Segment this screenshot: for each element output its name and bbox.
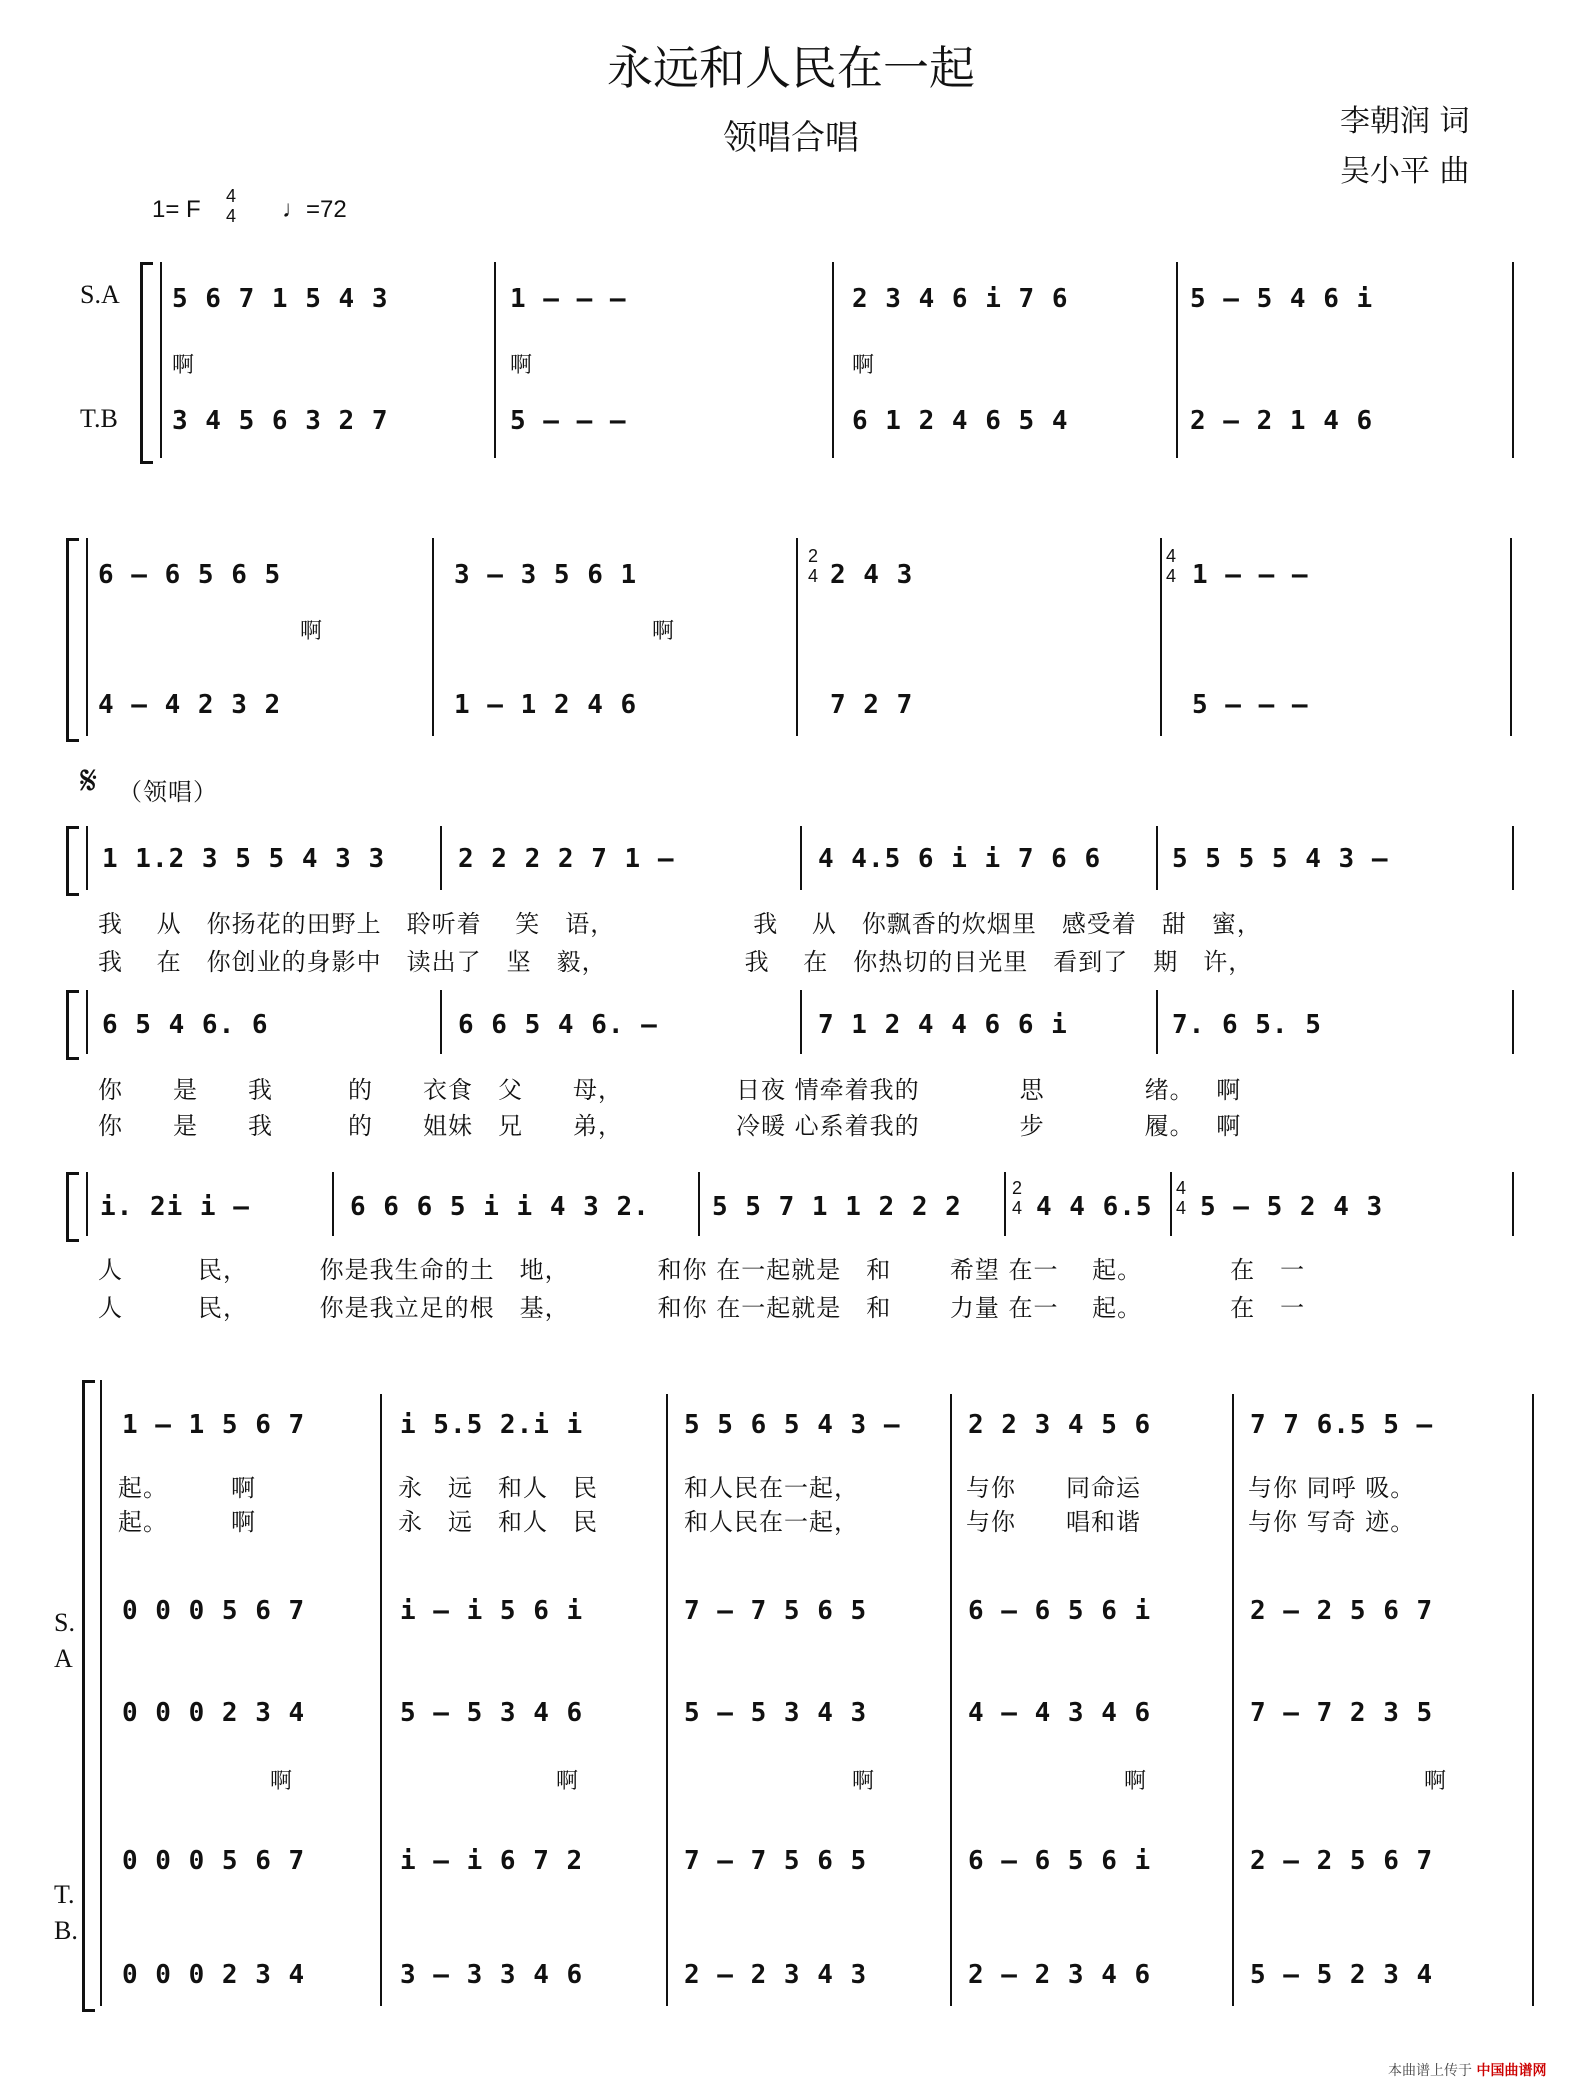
time-signature: 4 4 [1176,1178,1187,1218]
solo-lyric-2: 起。 啊 [118,1508,256,1536]
barline [1156,826,1158,890]
solo-lyric-2: 与你 写奇 迹。 [1248,1508,1416,1536]
solo-notes-m16: 5 5 6 5 4 3 – [684,1410,901,1440]
voice-label-sa: S.A [80,280,120,309]
notes-m6: 6 6 5 4 6. – [458,1010,658,1040]
soprano-notes-m17: 6 – 6 5 6 i [968,1596,1152,1626]
voice-label-b: B. [54,1916,78,1945]
bass-notes-m15: 3 – 3 3 4 6 [400,1960,584,1990]
barline [100,1380,102,2006]
notes-m7: 7 1 2 4 4 6 6 i [818,1010,1068,1040]
soprano-notes-m16: 7 – 7 5 6 5 [684,1596,868,1626]
notes-m10: 6 6 6 5 i i 4 3 2. [350,1192,650,1222]
solo-lyric-2: 永 远 和人 民 [398,1508,598,1536]
lyric-ah: 啊 [852,353,875,378]
notes-sa-m4: 5 – 5 4 6 i [1190,284,1374,314]
notes-m2: 2 2 2 2 7 1 – [458,844,675,874]
solo-lyric-1: 与你 同命运 [966,1474,1141,1502]
lyric-ah: 啊 [172,353,195,378]
solo-marking: （领唱） [118,778,218,806]
voice-label-tb: T.B [80,404,118,433]
soprano-notes-m18: 2 – 2 5 6 7 [1250,1596,1434,1626]
alto-notes-m14: 0 0 0 2 3 4 [122,1698,306,1728]
solo-notes-m15: i 5.5 2.i i [400,1410,584,1440]
barline [1512,262,1514,458]
barline [332,1172,334,1236]
tempo-marking: ♩=72 [282,196,347,223]
soprano-notes-m14: 0 0 0 5 6 7 [122,1596,306,1626]
time-signature: 2 4 [808,546,819,586]
lyric-ah: 啊 [510,353,533,378]
barline [86,826,88,890]
notes-tb-m4: 2 – 2 1 4 6 [1190,406,1374,436]
notes-tb-m6: 1 – 1 2 4 6 [454,690,638,720]
notes-tb-m5: 4 – 4 2 3 2 [98,690,282,720]
voice-label-a: A [54,1644,73,1673]
barline [1532,1394,1534,2006]
lyric-ah: 啊 [852,1769,875,1794]
lyrics-verse-2: 我 在 你创业的身影中 读出了 坚 毅， 我 在 你热切的目光里 看到了 期 许， [98,948,1254,976]
notes-m9: i. 2i i – [100,1192,250,1222]
barline [800,826,802,890]
barline [1512,1172,1514,1236]
barline [380,1394,382,2006]
barline [1176,262,1178,458]
notes-tb-m3: 6 1 2 4 6 5 4 [852,406,1069,436]
system-bracket [66,538,79,742]
lyrics-verse-1: 我 从 你扬花的田野上 聆听着 笑 语， 我 从 你飘香的炊烟里 感受着 甜 蜜， [98,910,1262,938]
notes-sa-m1: 5 6 7 1 5 4 3 [172,284,389,314]
lyric-ah: 啊 [270,1769,293,1794]
barline [432,538,434,736]
alto-notes-m18: 7 – 7 2 3 5 [1250,1698,1434,1728]
barline [86,1172,88,1236]
lyrics-verse-1: 你 是 我 的 衣食 父 母， 日夜 情牵着我的 思 绪。 啊 [98,1076,1242,1104]
solo-notes-m17: 2 2 3 4 5 6 [968,1410,1152,1440]
voice-label-s: S. [54,1608,75,1637]
bass-notes-m16: 2 – 2 3 4 3 [684,1960,868,1990]
page-title: 永远和人民在一起 [607,41,975,95]
solo-lyric-2: 与你 唱和谐 [966,1508,1141,1536]
notes-sa-m5: 6 – 6 5 6 5 [98,560,282,590]
solo-lyric-1: 和人民在一起， [684,1474,859,1502]
lyric-ah: 啊 [652,619,675,644]
notes-tb-m2: 5 – – – [510,406,627,436]
time-signature: 2 4 [1012,1178,1023,1218]
voice-label-t: T. [54,1880,75,1909]
notes-sa-m6: 3 – 3 5 6 1 [454,560,638,590]
tenor-notes-m17: 6 – 6 5 6 i [968,1846,1152,1876]
bass-notes-m14: 0 0 0 2 3 4 [122,1960,306,1990]
barline [1004,1172,1006,1236]
tenor-notes-m14: 0 0 0 5 6 7 [122,1846,306,1876]
notes-m12: 4 4 6.5 [1036,1192,1153,1222]
solo-lyric-2: 和人民在一起， [684,1508,859,1536]
tenor-notes-m16: 7 – 7 5 6 5 [684,1846,868,1876]
lyric-ah: 啊 [300,619,323,644]
barline [950,1394,952,2006]
barline [1232,1394,1234,2006]
barline [1512,990,1514,1054]
site-logo: 中国曲谱网 [1476,2063,1547,2079]
alto-notes-m16: 5 – 5 3 4 3 [684,1698,868,1728]
solo-lyric-1: 永 远 和人 民 [398,1474,598,1502]
notes-tb-m7: 7 2 7 [830,690,914,720]
barline [86,990,88,1054]
footer-watermark: 本曲谱上传于 中国曲谱网 [1388,2063,1547,2079]
barline [494,262,496,458]
system-bracket [66,990,79,1060]
solo-notes-m18: 7 7 6.5 5 – [1250,1410,1434,1440]
alto-notes-m17: 4 – 4 3 4 6 [968,1698,1152,1728]
notes-m4: 5 5 5 5 4 3 – [1172,844,1389,874]
barline [1160,538,1162,736]
barline [160,262,162,458]
barline [440,826,442,890]
system-bracket [66,826,79,896]
barline [440,990,442,1054]
composer-credit: 吴小平 曲 [1340,154,1470,189]
notes-tb-m1: 3 4 5 6 3 2 7 [172,406,389,436]
bass-notes-m17: 2 – 2 3 4 6 [968,1960,1152,1990]
segno-icon: 𝄋 [80,758,98,804]
lyric-ah: 啊 [1124,1769,1147,1794]
barline [800,990,802,1054]
time-signature: 4 4 [1166,546,1177,586]
time-signature: 4 4 [226,186,237,226]
notes-m8: 7. 6 5. 5 [1172,1010,1322,1040]
barline [796,538,798,736]
notes-m1: 1 1.2 3 5 5 4 3 3 [102,844,386,874]
quarter-note-icon: ♩ [282,196,306,223]
notes-sa-m2: 1 – – – [510,284,627,314]
notes-tb-m8: 5 – – – [1192,690,1309,720]
notes-m11: 5 5 7 1 1 2 2 2 [712,1192,962,1222]
page-subtitle: 领唱合唱 [723,118,859,158]
lyric-ah: 啊 [556,1769,579,1794]
barline [666,1394,668,2006]
solo-lyric-1: 起。 啊 [118,1474,256,1502]
notes-m3: 4 4.5 6 i i 7 6 6 [818,844,1102,874]
bass-notes-m18: 5 – 5 2 3 4 [1250,1960,1434,1990]
notes-m13: 5 – 5 2 4 3 [1200,1192,1384,1222]
lyrics-verse-2: 人 民， 你是我立足的根 基， 和你 在一起就是 和 力量 在一 起。 在 一 [98,1294,1306,1322]
barline [832,262,834,458]
barline [1170,1172,1172,1236]
tenor-notes-m15: i – i 6 7 2 [400,1846,584,1876]
solo-lyric-1: 与你 同呼 吸。 [1248,1474,1416,1502]
notes-m5: 6 5 4 6. 6 [102,1010,269,1040]
barline [698,1172,700,1236]
key-signature: 1= F [152,196,201,223]
notes-sa-m3: 2 3 4 6 i 7 6 [852,284,1069,314]
system-bracket [140,262,153,464]
solo-notes-m14: 1 – 1 5 6 7 [122,1410,306,1440]
lyrics-verse-1: 人 民， 你是我生命的土 地， 和你 在一起就是 和 希望 在一 起。 在 一 [98,1256,1306,1284]
alto-notes-m15: 5 – 5 3 4 6 [400,1698,584,1728]
lyrics-verse-2: 你 是 我 的 姐妹 兄 弟， 冷暖 心系着我的 步 履。 啊 [98,1112,1242,1140]
soprano-notes-m15: i – i 5 6 i [400,1596,584,1626]
lyric-ah: 啊 [1424,1769,1447,1794]
barline [1156,990,1158,1054]
notes-sa-m8: 1 – – – [1192,560,1309,590]
notes-sa-m7: 2 4 3 [830,560,914,590]
barline [86,538,88,736]
lyricist-credit: 李朝润 词 [1340,104,1470,139]
system-bracket [66,1172,79,1242]
tenor-notes-m18: 2 – 2 5 6 7 [1250,1846,1434,1876]
system-bracket [82,1380,95,2012]
barline [1512,826,1514,890]
barline [1510,538,1512,736]
